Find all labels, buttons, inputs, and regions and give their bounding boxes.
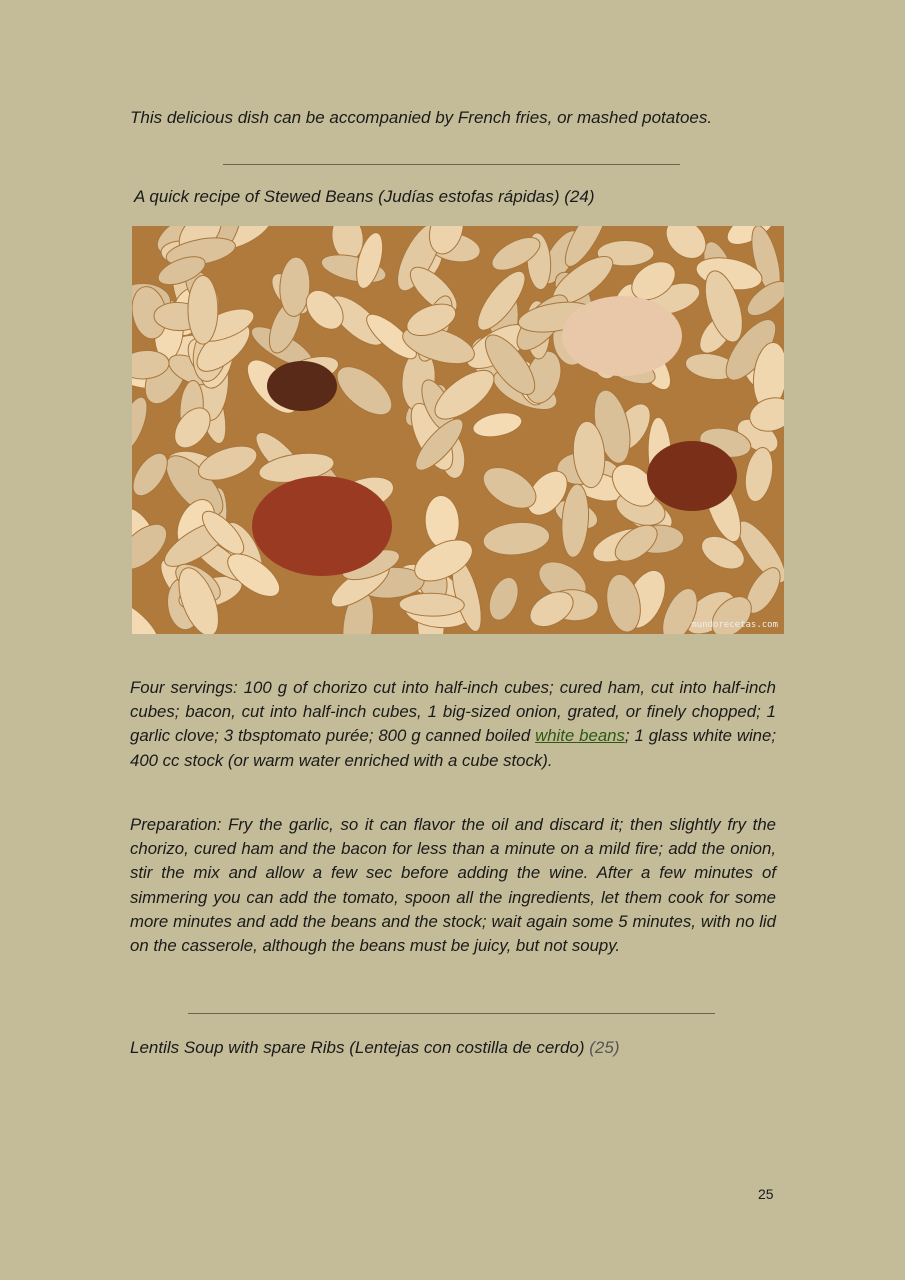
- ingredients-paragraph: [130, 676, 776, 773]
- recipe-title-2-ref: (25): [584, 1038, 620, 1057]
- preparation-paragraph: Preparation: Fry the garlic, so it can flavor the oil and discard it; then slightly fry the chorizo, cured ham and the bacon for less than a minute on a mild fire; add the onion, stir the mix and allow a few sec before adding the wine. After a few minutes of simmering you can add the tomato, spoon all the ingredients, let them cook for some more minutes and add the beans and the stock; wait again some 5 minutes, with no lid on the casserole, although the beans must be juicy, but not soupy.: [130, 815, 776, 956]
- recipe-title: A quick recipe of Stewed Beans (Judías estofas rápidas) (24): [134, 187, 595, 206]
- separator: [223, 164, 680, 165]
- stewed-beans-photo: [132, 226, 784, 634]
- white-beans-link[interactable]: white beans: [535, 726, 625, 746]
- recipe-title-2-text: Lentils Soup with spare Ribs (Lentejas con costilla de cerdo): [130, 1038, 585, 1057]
- image-watermark: mundorecetas.com: [691, 620, 778, 630]
- ingredients-text-end: ; 1 glass white wine; 400 cc stock (or warm water enriched with a cube stock).: [130, 726, 777, 770]
- separator: [188, 1013, 715, 1014]
- ingredients-text: Four servings: 100 g of chorizo cut into half-inch cubes; cured ham, cut into half-inch cubes; bacon, cut into half-inch cubes, 1 big-sized onion, grated, or finely chopped; 1 garlic clove; 3 tbsptomato purée; 800 g canned boiled: [130, 678, 776, 746]
- intro-line: This delicious dish can be accompanied by French fries, or mashed potatoes.: [130, 108, 713, 127]
- page-number: 25: [758, 1186, 774, 1202]
- recipe-title-2: [130, 1036, 620, 1060]
